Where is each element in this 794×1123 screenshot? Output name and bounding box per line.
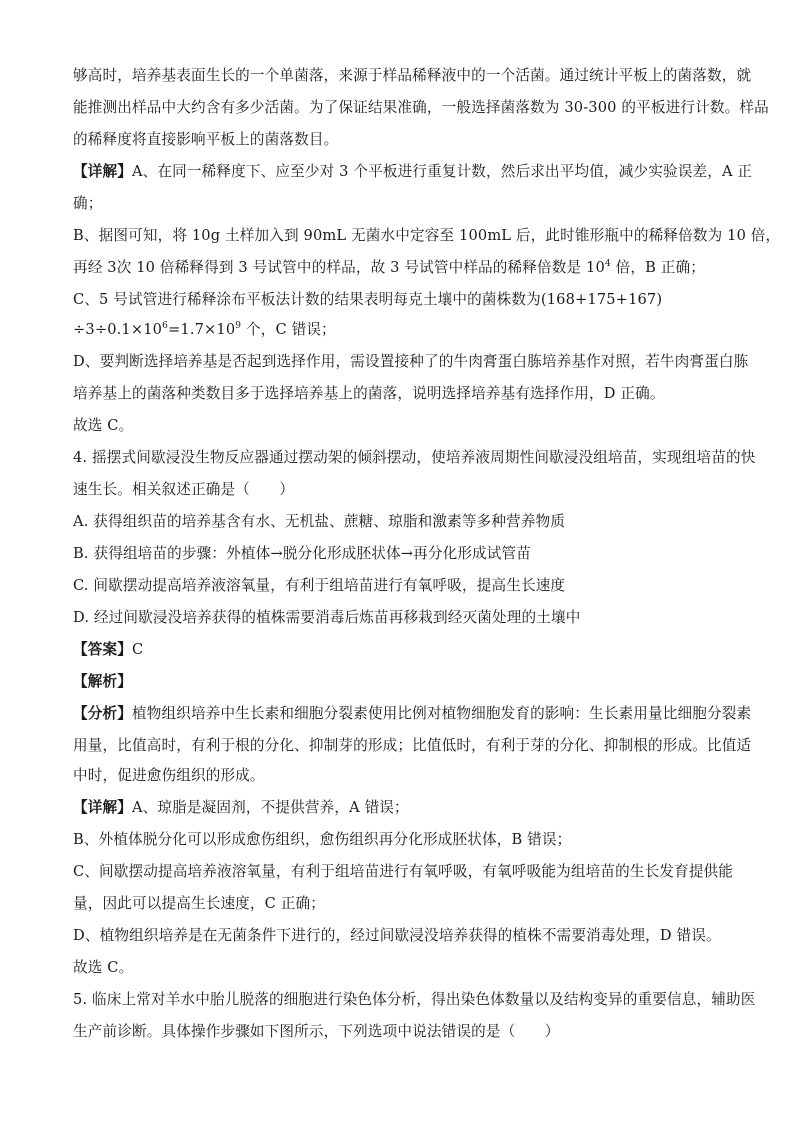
analysis-sub-tag: 【分析】 xyxy=(73,705,132,722)
analysis-tag: 【解析】 xyxy=(73,673,132,690)
superscript: 9 xyxy=(235,321,242,332)
paragraph-line: B、据图可知，将 10g 土样加入到 90mL 无菌水中定容至 100mL 后，此时锥形瓶中的稀释倍数为 10 倍， xyxy=(73,227,781,244)
text-segment: 个，C 错误； xyxy=(241,321,336,338)
paragraph-line xyxy=(73,320,733,340)
text-segment: 再经 3次 10 倍稀释得到 3 号试管中的样品，故 3 号试管中样品的稀释倍数是 10 xyxy=(73,259,605,276)
paragraph-line: C、5 号试管进行稀释涂布平板法计数的结果表明每克土壤中的菌株数为(168+175+167) xyxy=(73,291,663,308)
text-segment: =1.7×10 xyxy=(168,321,236,338)
paragraph-line: 能推测出样品中大约含有多少活菌。为了保证结果准确，一般选择菌落数为 30-300 的平板进行计数。样品 xyxy=(73,99,769,116)
question-5-stem: 生产前诊断。具体操作步骤如下图所示，下列选项中说法错误的是（ ） xyxy=(73,1023,560,1040)
analysis-text: 植物组织培养中生长素和细胞分裂素使用比例对植物细胞发育的影响：生长素用量比细胞分裂素 xyxy=(131,705,752,722)
paragraph-line: 确； xyxy=(73,195,103,212)
analysis-line: 中时，促进愈伤组织的形成。 xyxy=(73,767,265,784)
analysis-heading xyxy=(73,672,733,692)
question-4-stem: 4. 摇摆式间歇浸没生物反应器通过摆动架的倾斜摆动，使培养液周期性间歇浸没组培苗，实现组培苗的快 xyxy=(73,449,756,466)
answer-value: C xyxy=(131,641,144,658)
superscript: 4 xyxy=(604,259,611,270)
option-a: A. 获得组织苗的培养基含有水、无机盐、蔗糖、琼脂和激素等多种营养物质 xyxy=(73,513,566,530)
detail-line xyxy=(73,798,733,818)
analysis-line: 用量，比值高时，有利于根的分化、抑制芽的形成；比值低时，有利于芽的分化、抑制根的形成。比值适 xyxy=(73,737,752,754)
detail-line: B、外植体脱分化可以形成愈伤组织，愈伤组织再分化形成胚状体，B 错误； xyxy=(73,831,572,848)
detail-line: D、植物组织培养是在无菌条件下进行的，经过间歇浸没培养获得的植株不需要消毒处理，D 错误。 xyxy=(73,927,721,944)
option-b: B. 获得组培苗的步骤：外植体→脱分化形成胚状体→再分化形成试管苗 xyxy=(73,545,532,562)
text-segment: ÷3÷0.1×10 xyxy=(73,321,163,338)
question-5-stem: 5. 临床上常对羊水中胎儿脱落的细胞进行染色体分析，得出染色体数量以及结构变异的重要信息，辅助医 xyxy=(73,991,756,1008)
detail-text: A、在同一稀释度下、应至少对 3 个平板进行重复计数，然后求出平均值，减少实验误差，A 正 xyxy=(131,163,753,180)
text-segment: 倍，B 正确； xyxy=(610,259,705,276)
superscript: 6 xyxy=(162,321,168,332)
detail-text: A、琼脂是凝固剂，不提供营养，A 错误； xyxy=(131,799,409,816)
detail-line xyxy=(73,162,753,182)
detail-line: 量，因此可以提高生长速度，C 正确； xyxy=(73,895,326,912)
paragraph-line: 够高时，培养基表面生长的一个单菌落，来源于样品稀释液中的一个活菌。通过统计平板上的菌落数，就 xyxy=(73,67,752,84)
question-4-stem: 速生长。相关叙述正确是（ ） xyxy=(73,481,295,498)
option-c: C. 间歇摆动提高培养液溶氧量，有利于组培苗进行有氧呼吸，提高生长速度 xyxy=(73,577,566,594)
paragraph-line: 的稀释度将直接影响平板上的菌落数目。 xyxy=(73,131,339,148)
paragraph-line: 故选 C。 xyxy=(73,417,134,434)
detail-line: 故选 C。 xyxy=(73,959,134,976)
detail-tag: 【详解】 xyxy=(73,799,132,816)
detail-line: C、间歇摆动提高培养液溶氧量，有利于组培苗进行有氧呼吸，有氧呼吸能为组培苗的生长发育提供能 xyxy=(73,863,734,880)
option-d: D. 经过间歇浸没培养获得的植株需要消毒后炼苗再移栽到经灭菌处理的土壤中 xyxy=(73,609,581,626)
paragraph-line xyxy=(73,258,733,278)
paragraph-line: 培养基上的菌落种类数目多于选择培养基上的菌落，说明选择培养基有选择作用，D 正确。 xyxy=(73,385,665,402)
detail-tag: 【详解】 xyxy=(73,163,132,180)
answer-line xyxy=(73,640,733,660)
answer-tag: 【答案】 xyxy=(73,641,132,658)
paragraph-line: D、要判断选择培养基是否起到选择作用，需设置接种了的牛肉膏蛋白胨培养基作对照，若牛肉膏蛋白胨 xyxy=(73,353,749,370)
analysis-line xyxy=(73,704,752,724)
